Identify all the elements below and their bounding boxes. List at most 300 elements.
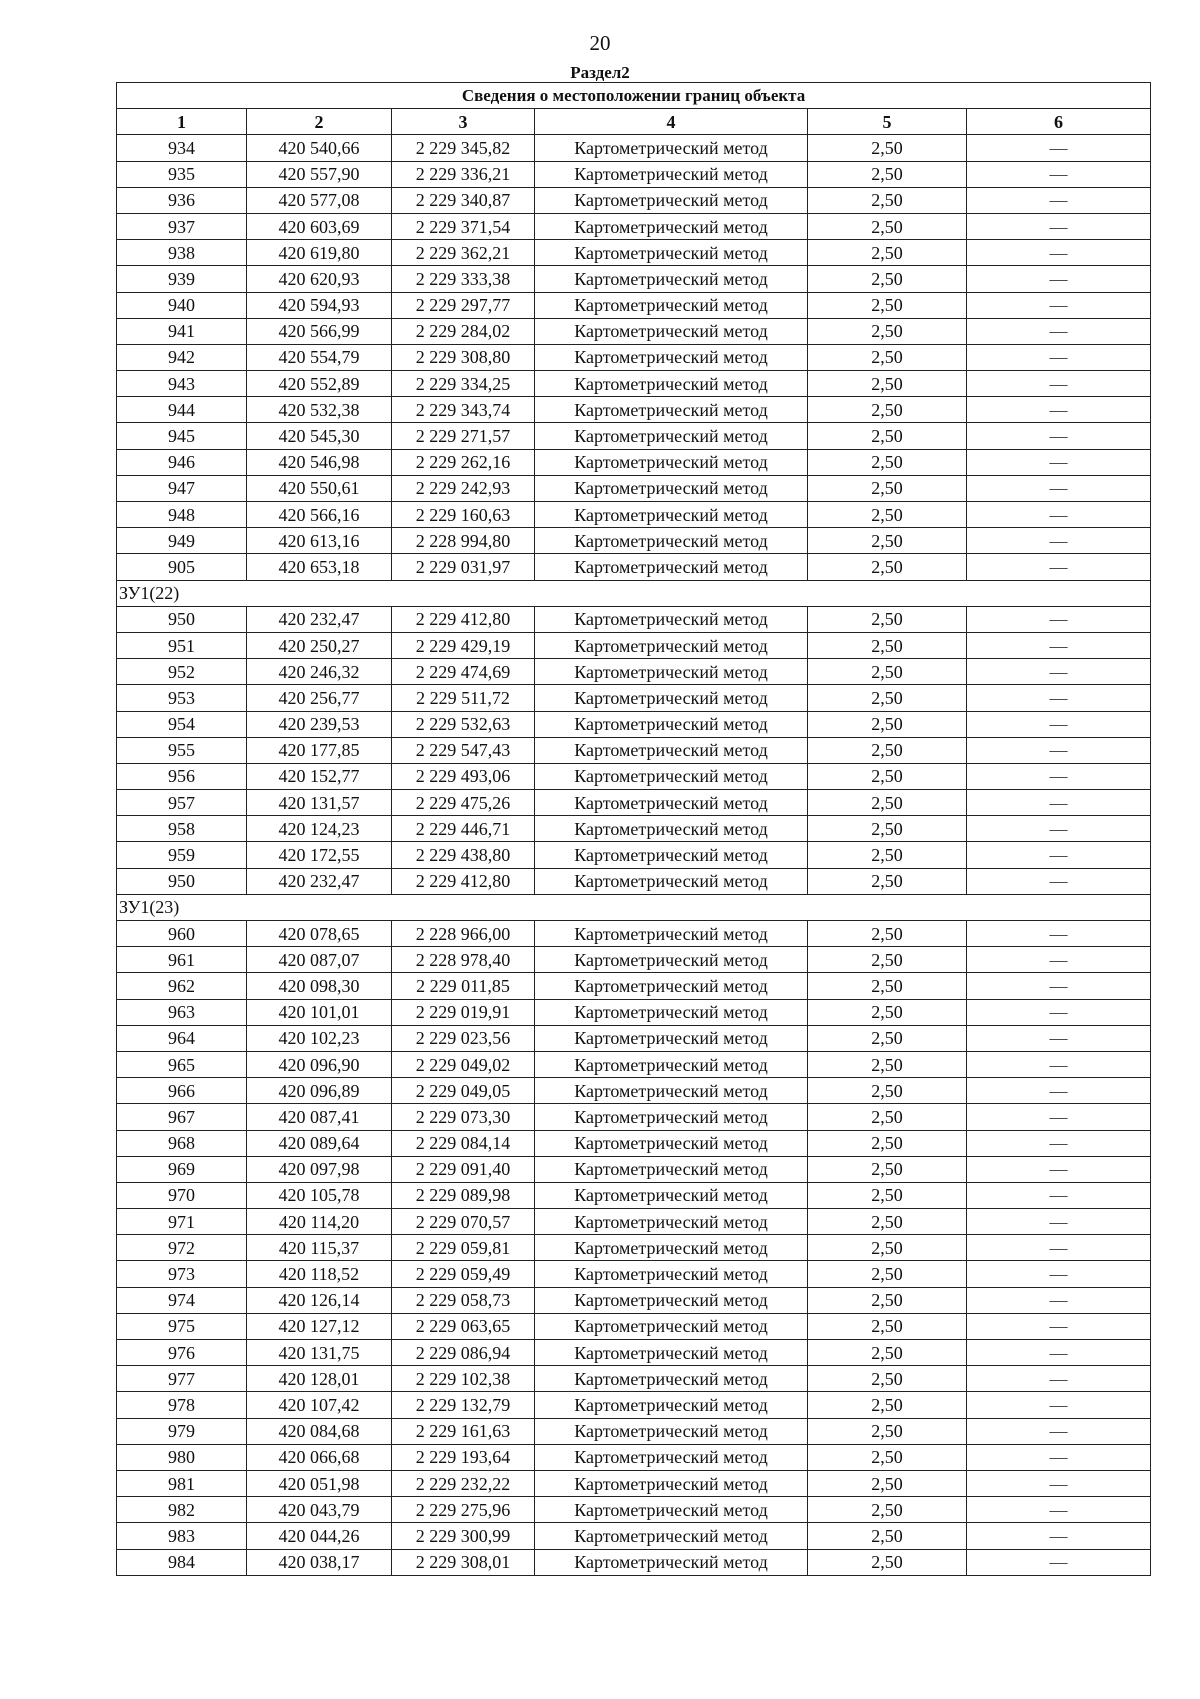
accuracy-cell: 2,50 [808,1392,967,1418]
x-coordinate-cell: 420 107,42 [247,1392,392,1418]
x-coordinate-cell: 420 038,17 [247,1549,392,1575]
accuracy-cell: 2,50 [808,554,967,580]
point-number-cell: 935 [117,161,247,187]
table-title-row [117,83,1151,109]
x-coordinate-cell: 420 532,38 [247,397,392,423]
y-coordinate-cell: 2 229 474,69 [392,659,535,685]
y-coordinate-cell: 2 229 084,14 [392,1130,535,1156]
accuracy-cell: 2,50 [808,397,967,423]
table-row [117,135,1151,161]
table-body [117,135,1151,1575]
method-cell: Картометрический метод [535,868,808,894]
point-number-cell: 968 [117,1130,247,1156]
table-row [117,1078,1151,1104]
point-number-cell: 980 [117,1444,247,1470]
method-cell: Картометрический метод [535,1104,808,1130]
description-cell: — [967,1209,1151,1235]
description-cell: — [967,213,1151,239]
table-row [117,1261,1151,1287]
y-coordinate-cell: 2 229 429,19 [392,632,535,658]
x-coordinate-cell: 420 256,77 [247,685,392,711]
point-number-cell: 937 [117,213,247,239]
x-coordinate-cell: 420 087,07 [247,947,392,973]
description-cell: — [967,1418,1151,1444]
column-header: 3 [392,109,535,135]
description-cell: — [967,187,1151,213]
y-coordinate-cell: 2 229 102,38 [392,1366,535,1392]
description-cell: — [967,1366,1151,1392]
table-row [117,1182,1151,1208]
table-row [117,1444,1151,1470]
accuracy-cell: 2,50 [808,1156,967,1182]
accuracy-cell: 2,50 [808,685,967,711]
point-number-cell: 940 [117,292,247,318]
x-coordinate-cell: 420 096,90 [247,1051,392,1077]
x-coordinate-cell: 420 097,98 [247,1156,392,1182]
method-cell: Картометрический метод [535,973,808,999]
table-row [117,973,1151,999]
accuracy-cell: 2,50 [808,161,967,187]
table-row [117,763,1151,789]
y-coordinate-cell: 2 229 362,21 [392,240,535,266]
column-header: 5 [808,109,967,135]
method-cell: Картометрический метод [535,423,808,449]
description-cell: — [967,344,1151,370]
y-coordinate-cell: 2 229 262,16 [392,449,535,475]
method-cell: Картометрический метод [535,1470,808,1496]
accuracy-cell: 2,50 [808,659,967,685]
point-number-cell: 977 [117,1366,247,1392]
point-number-cell: 951 [117,632,247,658]
table-row [117,1497,1151,1523]
x-coordinate-cell: 420 124,23 [247,816,392,842]
point-number-cell: 934 [117,135,247,161]
group-header-row [117,894,1151,920]
y-coordinate-cell: 2 229 284,02 [392,318,535,344]
x-coordinate-cell: 420 613,16 [247,528,392,554]
table-row [117,1392,1151,1418]
method-cell: Картометрический метод [535,816,808,842]
column-header: 4 [535,109,808,135]
method-cell: Картометрический метод [535,659,808,685]
x-coordinate-cell: 420 096,89 [247,1078,392,1104]
point-number-cell: 952 [117,659,247,685]
accuracy-cell: 2,50 [808,947,967,973]
y-coordinate-cell: 2 228 966,00 [392,921,535,947]
x-coordinate-cell: 420 246,32 [247,659,392,685]
accuracy-cell: 2,50 [808,1549,967,1575]
x-coordinate-cell: 420 152,77 [247,763,392,789]
y-coordinate-cell: 2 229 371,54 [392,213,535,239]
description-cell: — [967,1549,1151,1575]
y-coordinate-cell: 2 228 978,40 [392,947,535,973]
x-coordinate-cell: 420 545,30 [247,423,392,449]
description-cell: — [967,161,1151,187]
accuracy-cell: 2,50 [808,1366,967,1392]
table-row [117,1287,1151,1313]
x-coordinate-cell: 420 239,53 [247,711,392,737]
method-cell: Картометрический метод [535,1156,808,1182]
point-number-cell: 979 [117,1418,247,1444]
method-cell: Картометрический метод [535,999,808,1025]
method-cell: Картометрический метод [535,1366,808,1392]
description-cell: — [967,318,1151,344]
accuracy-cell: 2,50 [808,1261,967,1287]
y-coordinate-cell: 2 229 345,82 [392,135,535,161]
description-cell: — [967,240,1151,266]
point-number-cell: 960 [117,921,247,947]
point-number-cell: 955 [117,737,247,763]
table-row [117,816,1151,842]
point-number-cell: 978 [117,1392,247,1418]
point-number-cell: 971 [117,1209,247,1235]
x-coordinate-cell: 420 557,90 [247,161,392,187]
method-cell: Картометрический метод [535,1313,808,1339]
point-number-cell: 905 [117,554,247,580]
x-coordinate-cell: 420 127,12 [247,1313,392,1339]
description-cell: — [967,947,1151,973]
table-row [117,790,1151,816]
description-cell: — [967,1497,1151,1523]
method-cell: Картометрический метод [535,1261,808,1287]
x-coordinate-cell: 420 566,99 [247,318,392,344]
y-coordinate-cell: 2 229 059,49 [392,1261,535,1287]
accuracy-cell: 2,50 [808,1130,967,1156]
y-coordinate-cell: 2 229 308,01 [392,1549,535,1575]
y-coordinate-cell: 2 229 340,87 [392,187,535,213]
point-number-cell: 944 [117,397,247,423]
description-cell: — [967,475,1151,501]
accuracy-cell: 2,50 [808,502,967,528]
method-cell: Картометрический метод [535,1444,808,1470]
accuracy-cell: 2,50 [808,528,967,554]
method-cell: Картометрический метод [535,1182,808,1208]
table-row [117,868,1151,894]
point-number-cell: 963 [117,999,247,1025]
table-row [117,1549,1151,1575]
table-row [117,659,1151,685]
point-number-cell: 938 [117,240,247,266]
method-cell: Картометрический метод [535,737,808,763]
x-coordinate-cell: 420 177,85 [247,737,392,763]
point-number-cell: 946 [117,449,247,475]
y-coordinate-cell: 2 229 438,80 [392,842,535,868]
point-number-cell: 953 [117,685,247,711]
x-coordinate-cell: 420 619,80 [247,240,392,266]
accuracy-cell: 2,50 [808,1051,967,1077]
x-coordinate-cell: 420 126,14 [247,1287,392,1313]
accuracy-cell: 2,50 [808,318,967,344]
description-cell: — [967,371,1151,397]
accuracy-cell: 2,50 [808,1287,967,1313]
table-row [117,1523,1151,1549]
column-header: 6 [967,109,1151,135]
table-row [117,737,1151,763]
point-number-cell: 981 [117,1470,247,1496]
method-cell: Картометрический метод [535,1549,808,1575]
table-row [117,711,1151,737]
accuracy-cell: 2,50 [808,187,967,213]
method-cell: Картометрический метод [535,528,808,554]
table-row [117,554,1151,580]
y-coordinate-cell: 2 229 232,22 [392,1470,535,1496]
description-cell: — [967,554,1151,580]
table-row [117,318,1151,344]
x-coordinate-cell: 420 232,47 [247,868,392,894]
accuracy-cell: 2,50 [808,1313,967,1339]
method-cell: Картометрический метод [535,449,808,475]
point-number-cell: 962 [117,973,247,999]
point-number-cell: 936 [117,187,247,213]
y-coordinate-cell: 2 229 275,96 [392,1497,535,1523]
y-coordinate-cell: 2 229 547,43 [392,737,535,763]
method-cell: Картометрический метод [535,1523,808,1549]
accuracy-cell: 2,50 [808,1078,967,1104]
method-cell: Картометрический метод [535,1497,808,1523]
accuracy-cell: 2,50 [808,423,967,449]
accuracy-cell: 2,50 [808,973,967,999]
x-coordinate-cell: 420 577,08 [247,187,392,213]
y-coordinate-cell: 2 229 086,94 [392,1340,535,1366]
x-coordinate-cell: 420 043,79 [247,1497,392,1523]
y-coordinate-cell: 2 229 019,91 [392,999,535,1025]
method-cell: Картометрический метод [535,790,808,816]
method-cell: Картометрический метод [535,1287,808,1313]
point-number-cell: 939 [117,266,247,292]
description-cell: — [967,1392,1151,1418]
y-coordinate-cell: 2 229 161,63 [392,1418,535,1444]
group-header-row [117,580,1151,606]
y-coordinate-cell: 2 229 271,57 [392,423,535,449]
accuracy-cell: 2,50 [808,1209,967,1235]
table-row [117,1366,1151,1392]
method-cell: Картометрический метод [535,711,808,737]
point-number-cell: 975 [117,1313,247,1339]
table-row [117,1209,1151,1235]
description-cell: — [967,816,1151,842]
description-cell: — [967,632,1151,658]
table-row [117,1418,1151,1444]
description-cell: — [967,1130,1151,1156]
accuracy-cell: 2,50 [808,737,967,763]
point-number-cell: 967 [117,1104,247,1130]
point-number-cell: 966 [117,1078,247,1104]
method-cell: Картометрический метод [535,947,808,973]
description-cell: — [967,1261,1151,1287]
boundary-coordinates-table [116,82,1151,1576]
table-row [117,266,1151,292]
method-cell: Картометрический метод [535,187,808,213]
method-cell: Картометрический метод [535,1340,808,1366]
method-cell: Картометрический метод [535,213,808,239]
x-coordinate-cell: 420 250,27 [247,632,392,658]
method-cell: Картометрический метод [535,135,808,161]
x-coordinate-cell: 420 540,66 [247,135,392,161]
table-row [117,1130,1151,1156]
accuracy-cell: 2,50 [808,1497,967,1523]
x-coordinate-cell: 420 550,61 [247,475,392,501]
table-row [117,1340,1151,1366]
method-cell: Картометрический метод [535,554,808,580]
description-cell: — [967,1104,1151,1130]
method-cell: Картометрический метод [535,318,808,344]
table-row [117,161,1151,187]
accuracy-cell: 2,50 [808,816,967,842]
accuracy-cell: 2,50 [808,842,967,868]
x-coordinate-cell: 420 554,79 [247,344,392,370]
y-coordinate-cell: 2 229 412,80 [392,606,535,632]
y-coordinate-cell: 2 229 336,21 [392,161,535,187]
point-number-cell: 974 [117,1287,247,1313]
column-header: 1 [117,109,247,135]
table-row [117,1104,1151,1130]
y-coordinate-cell: 2 229 475,26 [392,790,535,816]
method-cell: Картометрический метод [535,266,808,292]
x-coordinate-cell: 420 232,47 [247,606,392,632]
table-row [117,1156,1151,1182]
point-number-cell: 969 [117,1156,247,1182]
description-cell: — [967,1051,1151,1077]
accuracy-cell: 2,50 [808,475,967,501]
description-cell: — [967,1313,1151,1339]
table-row [117,371,1151,397]
table-row [117,187,1151,213]
description-cell: — [967,1156,1151,1182]
point-number-cell: 947 [117,475,247,501]
method-cell: Картометрический метод [535,475,808,501]
description-cell: — [967,921,1151,947]
y-coordinate-cell: 2 229 011,85 [392,973,535,999]
table-row [117,292,1151,318]
accuracy-cell: 2,50 [808,1340,967,1366]
accuracy-cell: 2,50 [808,1523,967,1549]
table-row [117,1025,1151,1051]
group-label: ЗУ1(23) [117,894,1151,920]
method-cell: Картометрический метод [535,240,808,266]
point-number-cell: 984 [117,1549,247,1575]
point-number-cell: 949 [117,528,247,554]
column-header-row [117,109,1151,135]
method-cell: Картометрический метод [535,1209,808,1235]
x-coordinate-cell: 420 098,30 [247,973,392,999]
x-coordinate-cell: 420 552,89 [247,371,392,397]
y-coordinate-cell: 2 229 132,79 [392,1392,535,1418]
x-coordinate-cell: 420 546,98 [247,449,392,475]
point-number-cell: 961 [117,947,247,973]
point-number-cell: 958 [117,816,247,842]
x-coordinate-cell: 420 115,37 [247,1235,392,1261]
accuracy-cell: 2,50 [808,921,967,947]
accuracy-cell: 2,50 [808,449,967,475]
x-coordinate-cell: 420 653,18 [247,554,392,580]
method-cell: Картометрический метод [535,632,808,658]
point-number-cell: 965 [117,1051,247,1077]
accuracy-cell: 2,50 [808,868,967,894]
point-number-cell: 976 [117,1340,247,1366]
description-cell: — [967,1523,1151,1549]
method-cell: Картометрический метод [535,685,808,711]
description-cell: — [967,606,1151,632]
point-number-cell: 970 [117,1182,247,1208]
accuracy-cell: 2,50 [808,1182,967,1208]
y-coordinate-cell: 2 229 493,06 [392,763,535,789]
accuracy-cell: 2,50 [808,344,967,370]
x-coordinate-cell: 420 102,23 [247,1025,392,1051]
method-cell: Картометрический метод [535,606,808,632]
y-coordinate-cell: 2 229 070,57 [392,1209,535,1235]
description-cell: — [967,423,1151,449]
method-cell: Картометрический метод [535,1392,808,1418]
point-number-cell: 972 [117,1235,247,1261]
x-coordinate-cell: 420 101,01 [247,999,392,1025]
y-coordinate-cell: 2 229 242,93 [392,475,535,501]
method-cell: Картометрический метод [535,842,808,868]
y-coordinate-cell: 2 229 446,71 [392,816,535,842]
method-cell: Картометрический метод [535,292,808,318]
description-cell: — [967,1470,1151,1496]
description-cell: — [967,1340,1151,1366]
x-coordinate-cell: 420 128,01 [247,1366,392,1392]
y-coordinate-cell: 2 229 343,74 [392,397,535,423]
point-number-cell: 959 [117,842,247,868]
table-row [117,1235,1151,1261]
description-cell: — [967,659,1151,685]
method-cell: Картометрический метод [535,397,808,423]
y-coordinate-cell: 2 228 994,80 [392,528,535,554]
point-number-cell: 948 [117,502,247,528]
accuracy-cell: 2,50 [808,790,967,816]
y-coordinate-cell: 2 229 193,64 [392,1444,535,1470]
description-cell: — [967,737,1151,763]
description-cell: — [967,1078,1151,1104]
table-row [117,528,1151,554]
y-coordinate-cell: 2 229 532,63 [392,711,535,737]
description-cell: — [967,449,1151,475]
table-row [117,397,1151,423]
method-cell: Картометрический метод [535,1130,808,1156]
point-number-cell: 983 [117,1523,247,1549]
y-coordinate-cell: 2 229 308,80 [392,344,535,370]
accuracy-cell: 2,50 [808,632,967,658]
y-coordinate-cell: 2 229 300,99 [392,1523,535,1549]
point-number-cell: 943 [117,371,247,397]
y-coordinate-cell: 2 229 089,98 [392,1182,535,1208]
x-coordinate-cell: 420 603,69 [247,213,392,239]
x-coordinate-cell: 420 594,93 [247,292,392,318]
description-cell: — [967,1444,1151,1470]
y-coordinate-cell: 2 229 049,02 [392,1051,535,1077]
y-coordinate-cell: 2 229 073,30 [392,1104,535,1130]
x-coordinate-cell: 420 620,93 [247,266,392,292]
table-row [117,999,1151,1025]
accuracy-cell: 2,50 [808,266,967,292]
table-row [117,1051,1151,1077]
point-number-cell: 954 [117,711,247,737]
x-coordinate-cell: 420 089,64 [247,1130,392,1156]
accuracy-cell: 2,50 [808,213,967,239]
description-cell: — [967,999,1151,1025]
table-row [117,213,1151,239]
method-cell: Картометрический метод [535,921,808,947]
description-cell: — [967,790,1151,816]
description-cell: — [967,292,1151,318]
method-cell: Картометрический метод [535,502,808,528]
x-coordinate-cell: 420 087,41 [247,1104,392,1130]
x-coordinate-cell: 420 131,75 [247,1340,392,1366]
table-row [117,449,1151,475]
table-row [117,1470,1151,1496]
y-coordinate-cell: 2 229 023,56 [392,1025,535,1051]
